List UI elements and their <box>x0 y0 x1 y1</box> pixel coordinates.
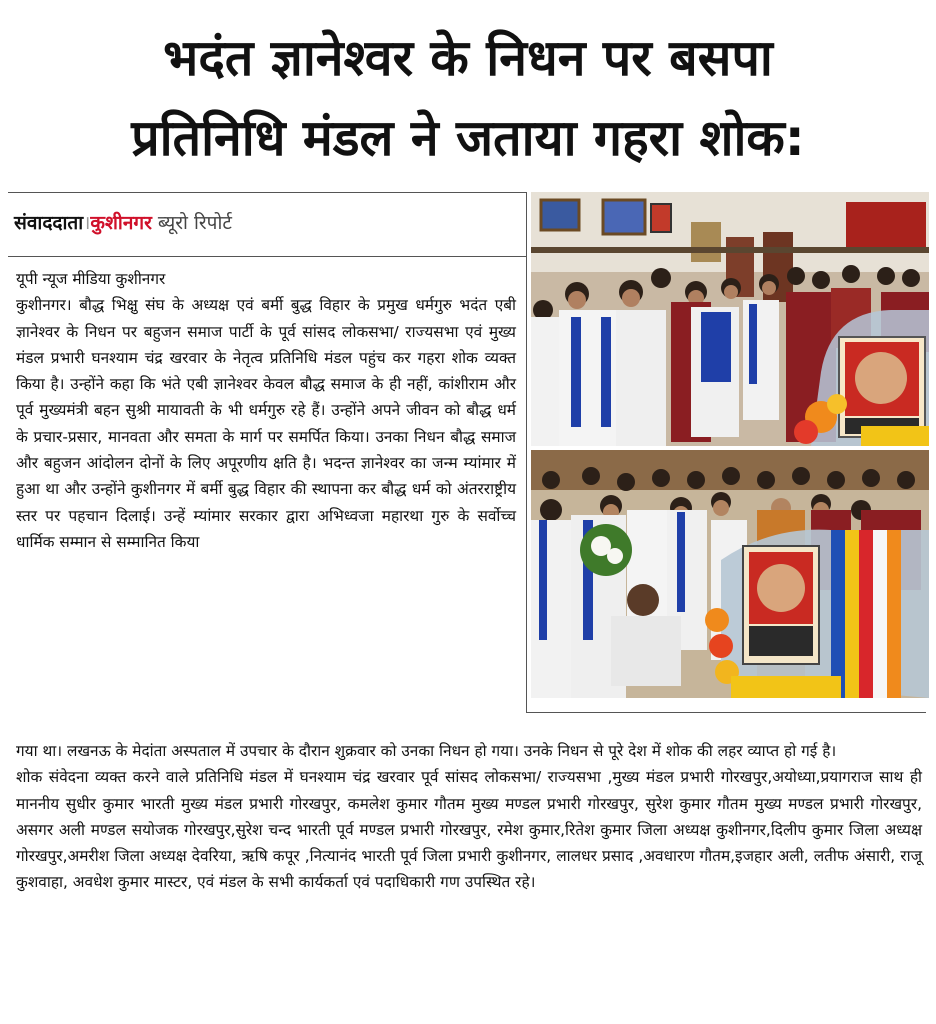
byline-bureau: ब्यूरो रिपोर्ट <box>157 212 232 234</box>
article-fullwidth <box>16 738 922 896</box>
headline-line-1: भदंत ज्ञानेश्वर के निधन पर बसपा <box>163 29 773 87</box>
article-paragraph-1: कुशीनगर। बौद्ध भिक्षु संघ के अध्यक्ष एवं बर्मी बुद्ध विहार के प्रमुख धर्मगुरु भदंत एबी ज्ञानेश्वर के निधन पर बहुजन समाज पार्टी के पूर्व सांसद लोकसभा/ राज्यसभा एवं मुख्य मंडल प्रभारी घनश्याम चंद्र खरवार के नेतृत्व प्रतिनिधि मंडल पहुंच कर गहरा शोक व्यक्त किया है। उन्होंने कहा कि भंते एबी ज्ञानेश्वर केवल बौद्ध समाज के ही नहीं, कांशीराम और पूर्व मुख्यमंत्री बहन सुश्री मायावती के भी धर्मगुरु रहे हैं। उन्होंने अपने जीवन को बौद्ध धर्म के प्रचार-प्रसार, मानवता और समता के मार्ग पर समर्पित किया। उनका निधन बौद्ध समाज और बहुजन आंदोलन दोनों के लिए अपूरणीय क्षति है। भदन्त ज्ञानेश्वर का जन्म म्यांमार में हुआ था और उन्होंने कुशीनगर में बर्मी बुद्ध विहार की स्थापना कर बौद्ध धर्म को अंतरराष्ट्रीय स्तर पर पहचान दिलाई। उन्हें म्यांमार सरकार द्वारा अभिध्वजा महारथा गुरु के सर्वोच्च धार्मिक सम्मान से सम्मानित किया <box>16 296 516 551</box>
byline-place: कुशीनगर <box>90 212 152 234</box>
reporter-label: संवाददाता <box>14 212 84 234</box>
article-source: यूपी न्यूज मीडिया कुशीनगर <box>16 270 166 288</box>
photo-delegation-paying-respect <box>531 192 929 446</box>
tribute-photo-1-icon <box>531 192 929 446</box>
article-paragraph-2: शोक संवेदना व्यक्त करने वाले प्रतिनिधि मंडल में घनश्याम चंद्र खरवार पूर्व सांसद लोकसभा/ राज्यसभा ,मुख्य मंडल प्रभारी गोरखपुर,अयोध्या,प्रयागराज साथ ही माननीय सुधीर कुमार भारती मुख्य मंडल प्रभारी गोरखपुर, कमलेश कुमार गौतम मुख्य मण्डल प्रभारी गोरखपुर, सुरेश कुमार गौतम मुख्य मण्डल प्रभारी गोरखपुर, असगर अली मण्डल सयोजक गोरखपुर,सुरेश चन्द भारती पूर्व मण्डल प्रभारी गोरखपुर, रमेश कुमार,रितेश कुमार जिला अध्यक्ष कुशीनगर,दिलीप कुमार जिला अध्यक्ष गोरखपुर,अमरीश जिला अध्यक्ष देवरिया, ऋषि कपूर ,नित्यानंद भारती पूर्व जिला प्रभारी कुशीनगर, लालधर प्रसाद ,अवधारण गौतम,इजहार अली, लतीफ अंसारी, राजू कुशवाहा, अवधेश कुमार मास्टर, एवं मंडल के सभी कार्यकर्ता एवं पदाधिकारी गण उपस्थित रहे। <box>16 768 922 892</box>
article-paragraph-1-continued: गया था। लखनऊ के मेदांता अस्पताल में उपचार के दौरान शुक्रवार को उनका निधन हो गया। उनके निधन से पूरे देश में शोक की लहर व्याप्त हो गई है। <box>16 742 837 760</box>
byline-divider <box>8 256 526 257</box>
column-divider <box>526 192 527 712</box>
byline-separator: । <box>83 212 91 234</box>
headline-line-2: प्रतिनिधि मंडल ने जताया गहरा शोक: <box>131 109 805 167</box>
byline <box>14 210 232 236</box>
tribute-photo-2-icon <box>531 450 929 698</box>
photo-floral-tribute-at-casket <box>531 450 929 698</box>
article-column <box>16 266 516 555</box>
photo-bottom-divider <box>526 712 926 713</box>
top-divider <box>8 192 526 193</box>
